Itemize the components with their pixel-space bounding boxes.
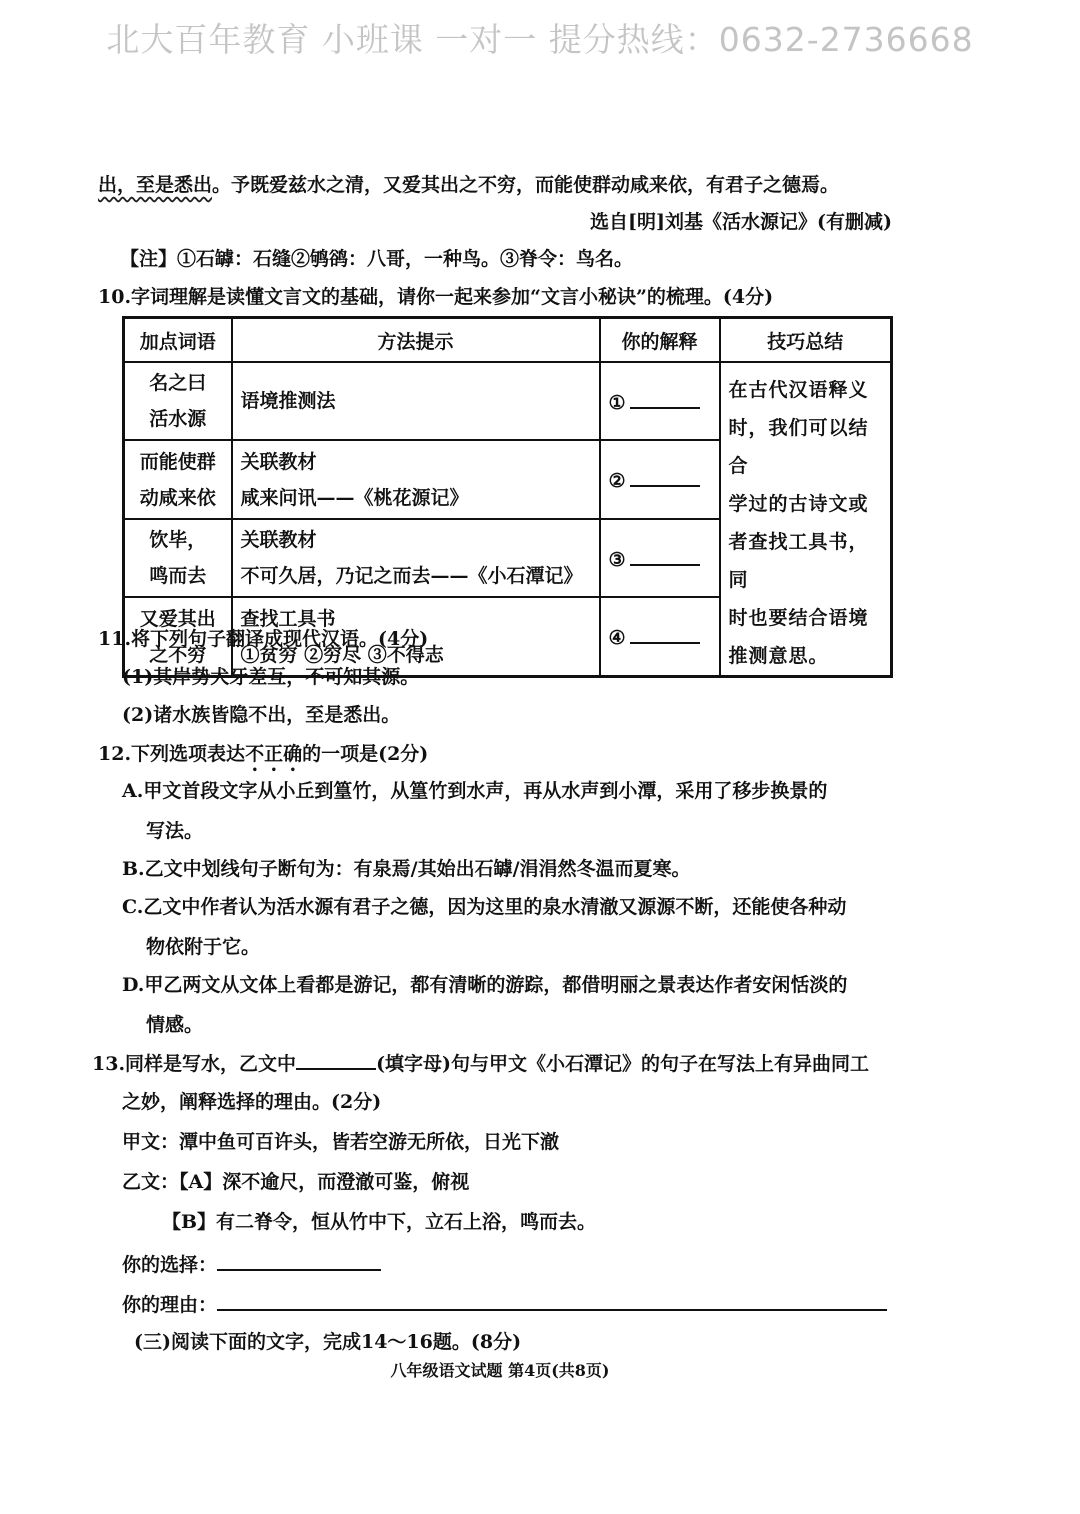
reason-blank[interactable] [217,1289,887,1311]
option-b: B.乙文中划线句子断句为：有泉焉/其始出石罅/涓涓然冬温而夏寒。 [122,858,691,880]
question-12-title: 12.下列选项表达不正确的一项是(2分) [98,743,429,765]
emphasis-text: 不正确 [245,743,303,765]
quote-yi-b: 【B】有二脊令，恒从竹中下，立石上浴，鸣而去。 [162,1211,597,1233]
quote-yi-a: 乙文：【A】深不逾尺，而澄澈可鉴，俯视 [122,1171,470,1193]
header-summary: 技巧总结 [720,318,892,363]
underlined-phrase: 出，至是悉出 [98,174,213,196]
method-cell: 关联教材 不可久居，乃记之而去——《小石潭记》 [232,519,600,597]
option-a-cont: 写法。 [146,820,204,842]
header-explain: 你的解释 [600,318,720,363]
choice-label: 你的选择： [122,1254,218,1276]
passage-note: 【注】①石罅：石缝②鸲鹆：八哥，一种鸟。③脊令：鸟名。 [120,248,634,270]
question-13-line-1: 13.同样是写水，乙文中 (填字母)句与甲文《小石潭记》的句子在写法上有异曲同工 [92,1048,869,1076]
option-c: C.乙文中作者认为活水源有君子之德，因为这里的泉水清澈又源源不断，还能使各种动 [122,896,847,918]
question-13-line-2: 之妙，阐释选择的理由。(2分) [122,1091,382,1113]
method-cell: 查找工具书 ①贫穷 ②穷尽 ③不得志 [232,597,600,676]
word-cell: 饮毕， 鸣而去 [124,519,232,597]
letter-blank[interactable] [296,1048,376,1070]
answer-cell[interactable]: ① [600,362,720,440]
table-row [124,362,892,440]
answer-blank[interactable] [630,624,700,644]
answer-cell[interactable]: ② [600,440,720,518]
watermark: 北大百年教育 小班课 一对一 提分热线：0632-2736668 [106,20,974,59]
question-11-sentence-2: (2)诸水族皆隐不出，至是悉出。 [122,704,401,726]
word-cell: 名之曰 活水源 [124,362,232,440]
question-11-title: 11.将下列句子翻译成现代汉语。(4分) [98,628,429,650]
method-cell: 语境推测法 [232,362,600,440]
summary-cell: 在古代汉语释义 时，我们可以结合 学过的古诗文或 者查找工具书，同 时也要结合语境 推测意思。 [720,362,892,677]
word-cell: 而能使群 动咸来依 [124,440,232,518]
answer-blank[interactable] [630,546,700,566]
answer-blank[interactable] [630,389,700,409]
header-word: 加点词语 [124,318,232,363]
reason-label: 你的理由： [122,1294,218,1316]
choice-blank[interactable] [217,1249,381,1271]
choice-line [122,1249,381,1277]
quote-jia: 甲文：潭中鱼可百许头，皆若空游无所依，日光下澈 [122,1131,560,1153]
word-cell: 又爱其出 之不穷 [124,597,232,676]
option-a: A.甲文首段文字从小丘到篁竹，从篁竹到水声，再从水声到小潭，采用了移步换景的 [122,780,828,802]
header-method: 方法提示 [232,318,600,363]
page-footer: 八年级语文试题 第4页(共8页) [390,1361,610,1380]
section-3-heading: (三)阅读下面的文字，完成14～16题。(8分) [134,1331,522,1353]
question-10-title: 10.字词理解是读懂文言文的基础，请你一起来参加“文言小秘诀”的梳理。(4分) [98,286,774,308]
option-c-cont: 物依附于它。 [146,936,261,958]
passage-line [98,170,839,197]
option-d: D.甲乙两文从文体上看都是游记，都有清晰的游踪，都借明丽之景表达作者安闲恬淡的 [122,974,848,996]
answer-blank[interactable] [630,467,700,487]
passage-line-rest: 。予既爱兹水之清，又爱其出之不穷，而能使群动咸来依，有君子之德焉。 [212,174,840,196]
reason-line [122,1289,887,1317]
method-cell: 关联教材 咸来问讯——《桃花源记》 [232,440,600,518]
answer-cell[interactable]: ④ [600,597,720,676]
table-header-row [124,318,892,363]
option-d-cont: 情感。 [146,1014,204,1036]
question-11-sentence-1: (1)其岸势犬牙差互，不可知其源。 [122,666,420,688]
answer-cell[interactable]: ③ [600,519,720,597]
passage-source: 选自[明]刘基《活水源记》(有删减) [590,211,892,233]
